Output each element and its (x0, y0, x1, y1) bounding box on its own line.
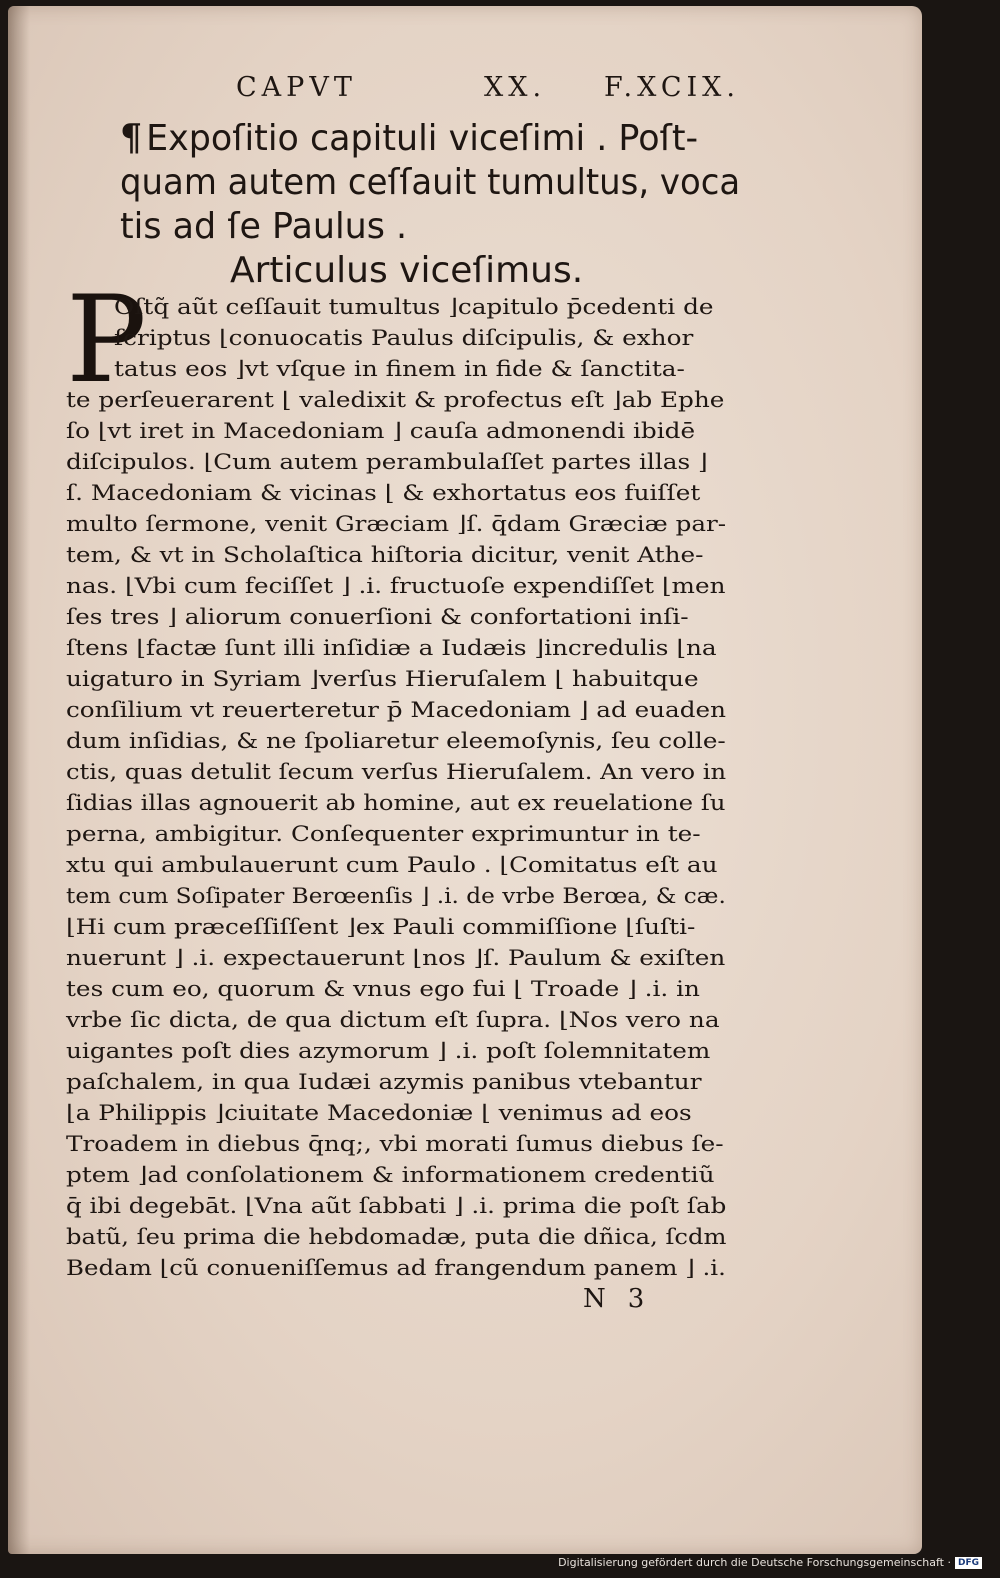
body-line: nuerunt ⌋ .i. expectauerunt ⌊nos ⌋ſ. Paulum & exiſten (66, 946, 726, 971)
body-line: uigaturo in Syriam ⌋verſus Hieruſalem ⌊ habuitque (66, 667, 699, 692)
body-line: nas. ⌊Vbi cum feciſſet ⌋ .i. fructuoſe expendiſſet ⌊men (66, 574, 726, 599)
body-line: ſcriptus ⌊conuocatis Paulus diſcipulis, & exhor (114, 326, 694, 351)
body-line: batũ, ſeu prima die hebdomadæ, puta die dñica, ſcdm (66, 1225, 727, 1250)
printer-signature (583, 1284, 666, 1314)
drop-capital: P (66, 271, 147, 410)
running-head-chapter: XX. (484, 72, 547, 103)
body-line: diſcipulos. ⌊Cum autem perambulaſſet partes illas ⌋ (66, 450, 708, 475)
heading-line-1 (120, 116, 740, 161)
body-line: ⌊Hi cum præceſſiſſent ⌋ex Pauli commiſſione ⌊ſuſti- (66, 915, 696, 940)
credit-text: Digitalisierung gefördert durch die Deutsche Forschungsgemeinschaft · (558, 1556, 951, 1569)
body-line: ſo ⌊vt iret in Macedoniam ⌋ cauſa admonendi ibidē (66, 419, 696, 444)
body-line: paſchalem, in qua Iudæi azymis panibus vtebantur (66, 1070, 702, 1095)
dfg-logo-icon: DFG (955, 1557, 982, 1569)
heading-line-1-text: Expoſitio capituli viceſimi . Poſt- (146, 118, 699, 159)
body-line: uigantes poſt dies azymorum ⌋ .i. poſt ſolemnitatem (66, 1039, 711, 1064)
body-line: xtu qui ambulauerunt cum Paulo . ⌊Comitatus eſt au (66, 853, 718, 878)
body-line: ſidias illas agnouerit ab homine, aut ex reuelatione ſu (66, 791, 726, 816)
body-line: Troadem in diebus q̄nq;, vbi morati ſumus diebus ſe- (66, 1132, 724, 1157)
article-subheading: Articulus viceſimus. (230, 250, 584, 291)
body-line: ſes tres ⌋ aliorum conuerſioni & confortationi inſi- (66, 605, 689, 630)
body-line: te perſeuerarent ⌊ valedixit & profectus eſt ⌋ab Ephe (66, 388, 725, 413)
signature-number: 3 (627, 1284, 667, 1314)
body-line: Bedam ⌊cũ conueniſſemus ad frangendum panem ⌋ .i. (66, 1256, 726, 1281)
body-line: ctis, quas detulit ſecum verſus Hieruſalem. An vero in (66, 760, 727, 785)
digitization-credit (558, 1556, 982, 1569)
body-line: tes cum eo, quorum & vnus ego fui ⌊ Troade ⌋ .i. in (66, 977, 700, 1002)
heading-line-3: tis ad ſe Paulus . (120, 206, 408, 247)
body-line: ſ. Macedoniam & vicinas ⌊ & exhortatus eos fuiſſet (66, 481, 701, 506)
body-line: Oſtq̃ aũt ceſſauit tumultus ⌋capitulo p̄cedenti de (114, 295, 714, 320)
body-line: dum inſidias, & ne ſpoliaretur eleemoſynis, ſeu colle- (66, 729, 726, 754)
body-line: ⌊a Philippis ⌋ciuitate Macedoniæ ⌊ venimus ad eos (66, 1101, 692, 1126)
running-head-caput: CAPVT (236, 72, 357, 103)
body-line: q̄ ibi degebāt. ⌊Vna aũt ſabbati ⌋ .i. prima die poſt ſab (66, 1194, 727, 1219)
body-line: multo ſermone, venit Græciam ⌋ſ. q̄dam Græciæ par- (66, 512, 727, 537)
body-line: ſtens ⌊factæ ſunt illi inſidiæ a Iudæis ⌋incredulis ⌊na (66, 636, 717, 661)
book-page (8, 6, 922, 1554)
running-head-folio: F.XCIX. (604, 72, 740, 103)
body-line: vrbe ſic dicta, de qua dictum eſt ſupra. ⌊Nos vero na (66, 1008, 720, 1033)
chapter-heading (120, 116, 760, 249)
signature-letter: N (583, 1284, 628, 1314)
heading-line-2: quam autem ceſſauit tumultus, voca (120, 162, 741, 203)
body-line: perna, ambigitur. Conſequenter exprimuntur in te- (66, 822, 701, 847)
pilcrow-icon: ¶ (120, 117, 143, 159)
body-line: tatus eos ⌋vt vſque in finem in fide & ſanctita- (114, 357, 685, 382)
body-line: tem, & vt in Scholaſtica hiſtoria dicitur, venit Athe- (66, 543, 704, 568)
body-line: conſilium vt reuerteretur p̄ Macedoniam ⌋ ad euaden (66, 698, 726, 723)
body-line: ptem ⌋ad conſolationem & informationem credentiũ (66, 1163, 715, 1188)
body-line: tem cum Soſipater Berœenſis ⌋ .i. de vrbe Berœa, & cæ. (66, 884, 726, 909)
